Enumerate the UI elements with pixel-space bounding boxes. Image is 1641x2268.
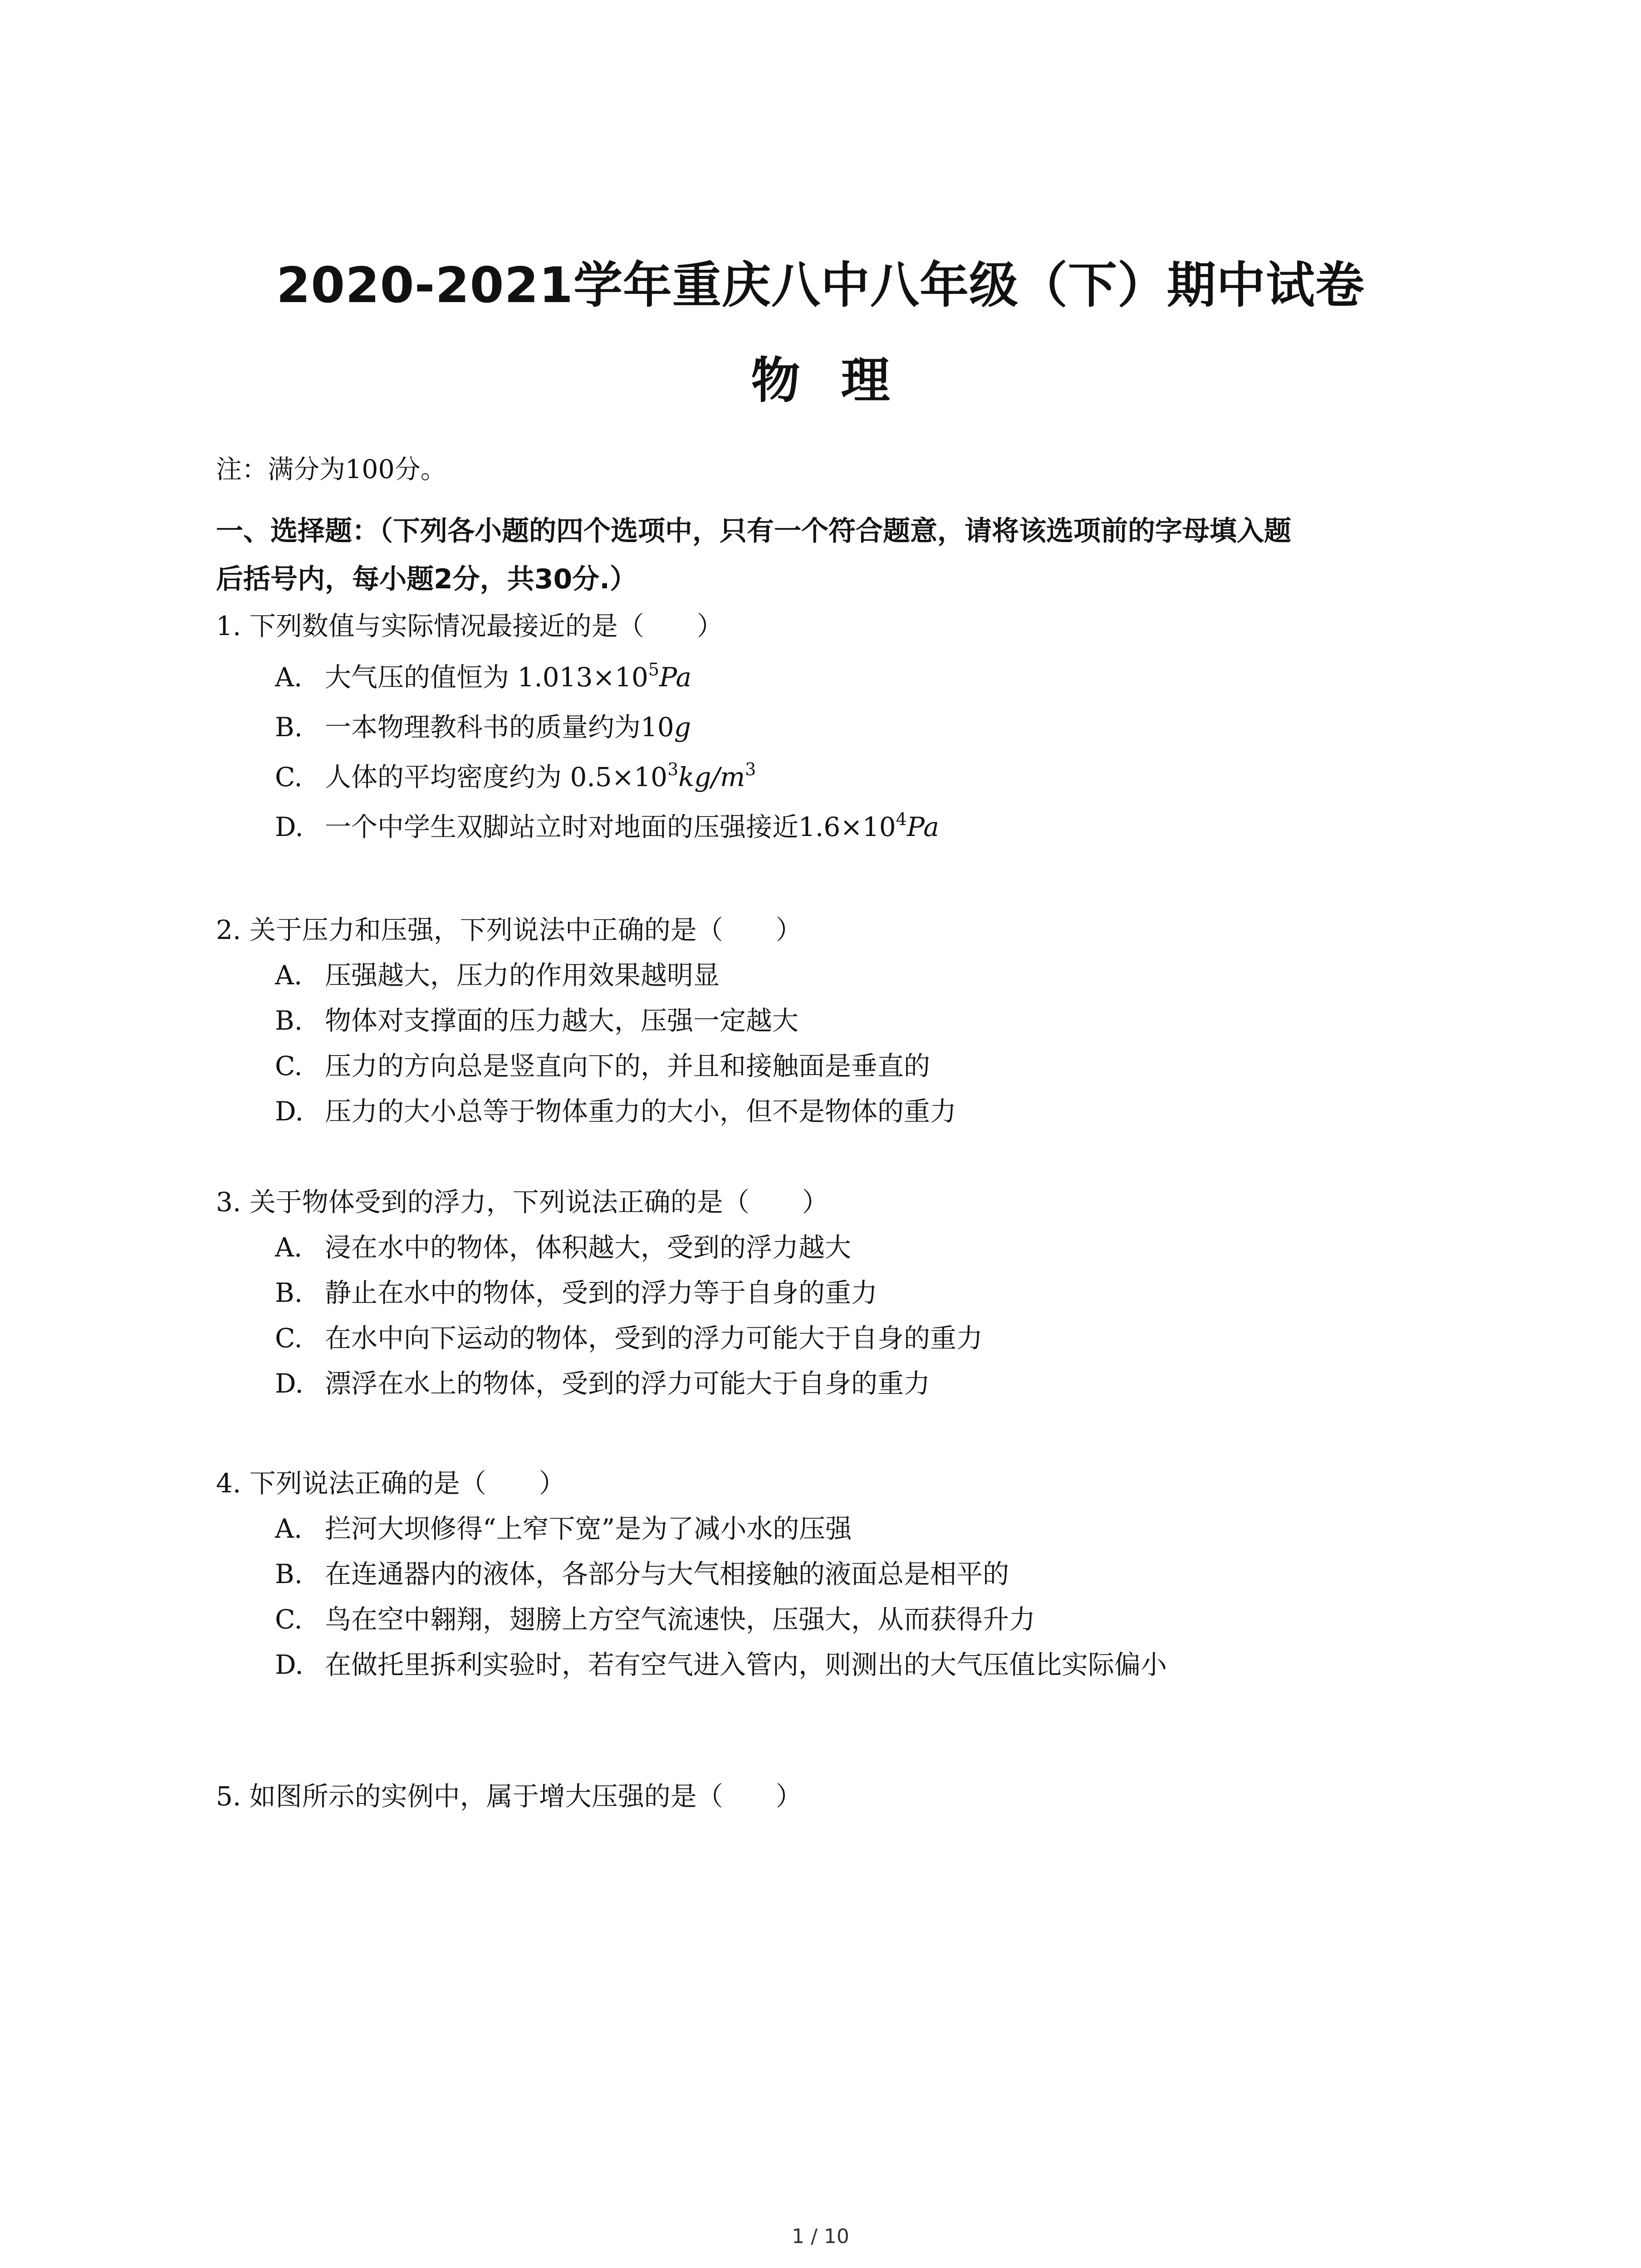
option-text: 压力的方向总是竖直向下的，并且和接触面是垂直的 — [325, 1051, 931, 1081]
option-text: 物体对支撑面的压力越大，压强一定越大 — [325, 1005, 799, 1036]
option-d — [216, 802, 1468, 852]
question-2 — [216, 907, 1468, 1134]
option-text: 在连通器内的液体，各部分与大气相接触的液面总是相平的 — [325, 1559, 1009, 1589]
option-text: 鸟在空中翱翔，翅膀上方空气流速快，压强大，从而获得升力 — [325, 1604, 1036, 1635]
option-text: 压力的大小总等于物体重力的大小，但不是物体的重力 — [325, 1096, 957, 1127]
math-exponent: 3 — [667, 759, 679, 779]
option-math — [641, 712, 691, 743]
option-letter: C. — [275, 1323, 303, 1354]
question-5 — [216, 1774, 1468, 1819]
question-stem: 1. 下列数值与实际情况最接近的是（ ） — [216, 611, 723, 641]
section-heading-line-1: 一、选择题：（下列各小题的四个选项中，只有一个符合题意，请将该选项前的字母填入题 — [216, 515, 1291, 547]
option-letter: C. — [275, 762, 303, 792]
option-text: 大气压的值恒为 — [325, 662, 518, 693]
section-heading — [216, 507, 1468, 603]
question-1 — [216, 603, 1468, 852]
exam-subject: 物理 — [751, 352, 931, 409]
math-unit: g — [674, 712, 691, 743]
question-stem: 4. 下列说法正确的是（ ） — [216, 1468, 565, 1499]
option-c — [216, 752, 1468, 802]
question-stem: 3. 关于物体受到的浮力，下列说法正确的是（ ） — [216, 1187, 828, 1217]
option-text: 压强越大，压力的作用效果越明显 — [325, 960, 720, 991]
option-text: 在做托里拆利实验时，若有空气进入管内，则测出的大气压值比实际偏小 — [325, 1649, 1167, 1680]
option-a — [216, 953, 1468, 998]
option-letter: D. — [275, 811, 304, 842]
exam-title: 2020-2021学年重庆八中八年级（下）期中试卷 — [276, 257, 1365, 314]
option-b — [216, 998, 1468, 1043]
option-b — [216, 1270, 1468, 1315]
question-stem: 5. 如图所示的实例中，属于增大压强的是（ ） — [216, 1781, 802, 1812]
option-d — [216, 1642, 1468, 1687]
question-3 — [216, 1179, 1468, 1406]
option-letter: D. — [275, 1368, 304, 1399]
math-unit-exponent: 3 — [745, 759, 756, 779]
option-a — [216, 1225, 1468, 1270]
section-heading-line-2: 后括号内，每小题2分，共30分.） — [216, 563, 637, 595]
option-letter: A. — [275, 1513, 303, 1544]
math-number: 10 — [641, 712, 674, 743]
option-letter: B. — [275, 1005, 303, 1036]
option-math — [798, 811, 939, 842]
option-b — [216, 702, 1468, 752]
math-unit: Pa — [906, 811, 939, 842]
option-letter: A. — [275, 1232, 303, 1263]
option-letter: B. — [275, 712, 303, 743]
option-b — [216, 1551, 1468, 1597]
page-number: 1 / 10 — [792, 2225, 849, 2248]
question-stem: 2. 关于压力和压强，下列说法中正确的是（ ） — [216, 914, 802, 945]
option-text: 静止在水中的物体，受到的浮力等于自身的重力 — [325, 1277, 878, 1308]
option-a — [216, 652, 1468, 702]
option-letter: B. — [275, 1277, 303, 1308]
option-c — [216, 1597, 1468, 1642]
option-text: 浸在水中的物体，体积越大，受到的浮力越大 — [325, 1232, 852, 1263]
question-4 — [216, 1461, 1468, 1687]
option-text: 漂浮在水上的物体，受到的浮力可能大于自身的重力 — [325, 1368, 931, 1399]
math-exponent: 4 — [896, 809, 907, 829]
option-letter: A. — [275, 960, 303, 991]
option-letter: D. — [275, 1649, 304, 1680]
option-c — [216, 1043, 1468, 1089]
score-note: 注：满分为100分。 — [216, 455, 446, 484]
option-a — [216, 1506, 1468, 1551]
math-number: 1.013×10 — [517, 662, 648, 693]
option-text: 一个中学生双脚站立时对地面的压强接近 — [325, 811, 799, 842]
math-unit: kg/m — [678, 762, 745, 792]
option-text: 在水中向下运动的物体，受到的浮力可能大于自身的重力 — [325, 1323, 983, 1354]
math-unit: Pa — [659, 662, 692, 693]
option-math — [570, 759, 756, 792]
option-d — [216, 1361, 1468, 1406]
option-letter: A. — [275, 662, 303, 693]
option-text: 人体的平均密度约为 — [325, 762, 570, 792]
math-number: 0.5×10 — [570, 762, 668, 792]
option-math — [517, 662, 691, 693]
option-letter: C. — [275, 1051, 303, 1081]
option-c — [216, 1315, 1468, 1361]
math-exponent: 5 — [648, 660, 660, 679]
option-letter: D. — [275, 1096, 304, 1127]
option-letter: B. — [275, 1559, 303, 1589]
math-number: 1.6×10 — [798, 811, 896, 842]
option-text: 一本物理教科书的质量约为 — [325, 712, 641, 743]
option-text: 拦河大坝修得“上窄下宽”是为了减小水的压强 — [325, 1513, 852, 1544]
option-d — [216, 1089, 1468, 1134]
option-letter: C. — [275, 1604, 303, 1635]
